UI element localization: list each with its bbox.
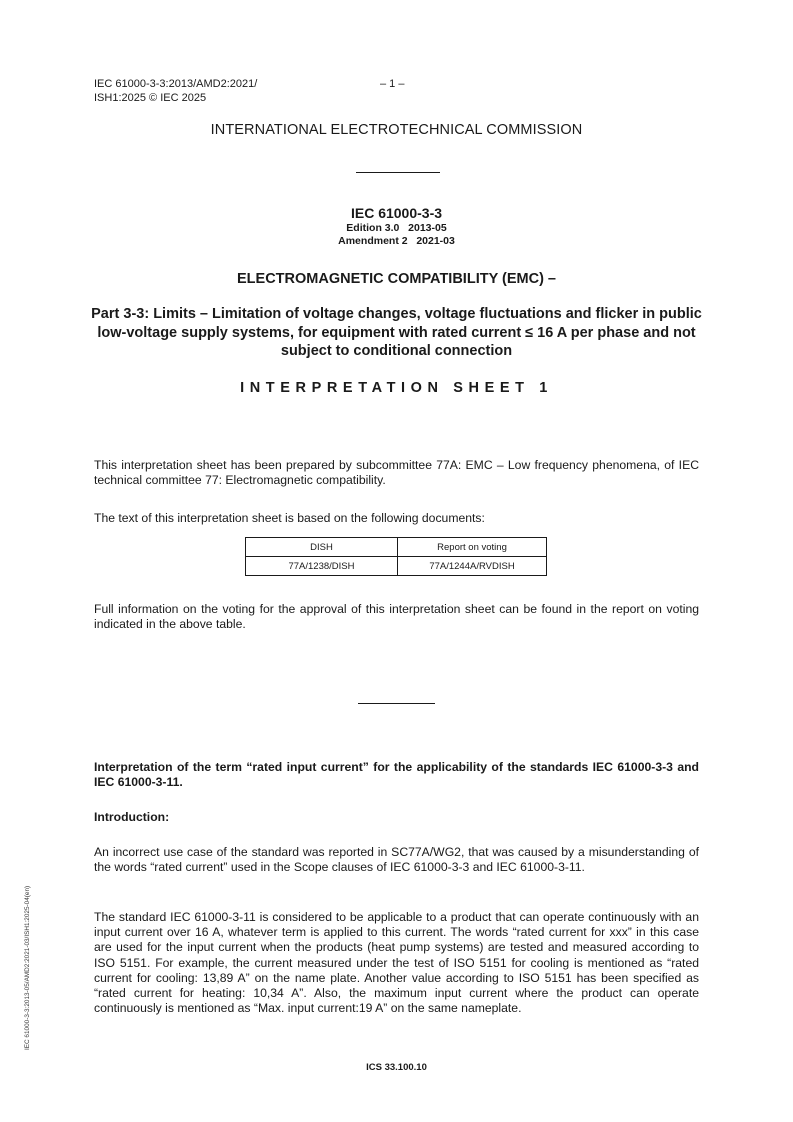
body-paragraph-2: The standard IEC 61000-3-11 is considered to be applicable to a product that can operate continuously with an input current over 16 A, whatever term is applied to this current. The words “rated current for xxx” in this case are used for the input current when the products (heat pump systems) are tested and measured according to ISO 5151. For example, the current measured under the test of ISO 5151 for cooling is mentioned as “rated current for cooling: 13,89 A” on the name plate. Another value according to ISO 5151 has been specified as “rated current for heating: 10,34 A”. Also, the maximum input current where the product can operate continuously is mentioned as “Max. input current:19 A” on the same nameplate.	[94, 910, 699, 1016]
interpretation-heading: Interpretation of the term “rated input current” for the applicability of the standards IEC 61000-3-3 and IEC 61000-3-11.	[94, 760, 699, 790]
standard-number: IEC 61000-3-3	[350, 205, 443, 221]
divider-top	[356, 172, 440, 173]
document-reference	[94, 77, 257, 105]
body-paragraph-1: An incorrect use case of the standard was reported in SC77A/WG2, that was caused by a misunderstanding of the words “rated current” used in the Scope clauses of IEC 61000-3-3 and IEC 61000-3-11.	[94, 845, 699, 875]
organization-name: INTERNATIONAL ELECTROTECHNICAL COMMISSION	[210, 122, 583, 138]
divider-middle	[358, 703, 435, 704]
document-reference-line2: ISH1:2025 © IEC 2025	[94, 92, 207, 104]
edition-block	[0, 222, 793, 247]
table-row	[246, 557, 547, 576]
table-header-row	[246, 538, 547, 557]
intro-paragraph: This interpretation sheet has been prepared by subcommittee 77A: EMC – Low frequency phenomena, of IEC technical committee 77: Electromagnetic compatibility.	[94, 458, 699, 488]
table-header-cell: Report on voting	[398, 538, 547, 557]
table-cell: 77A/1238/DISH	[246, 557, 398, 576]
document-reference-line1: IEC 61000-3-3:2013/AMD2:2021/	[94, 78, 258, 90]
table-header-cell: DISH	[246, 538, 398, 557]
amendment-line: Amendment 2 2021-03	[338, 234, 455, 247]
voting-table	[245, 537, 547, 576]
edition-line: Edition 3.0 2013-05	[346, 222, 447, 234]
documents-paragraph: The text of this interpretation sheet is based on the following documents:	[94, 511, 485, 525]
ics-code: ICS 33.100.10	[366, 1062, 427, 1073]
interpretation-sheet-label: INTERPRETATION SHEET 1	[240, 380, 553, 396]
introduction-heading: Introduction:	[94, 810, 170, 824]
part-title: Part 3-3: Limits – Limitation of voltage changes, voltage fluctuations and flicker in public low-voltage supply systems, for equipment with rated current ≤ 16 A per phase and not subject to conditional connection	[91, 306, 702, 359]
side-reference: IEC 61000-3-3:2013-05/AMD2:2021-03/ISH1:2025-04(en)	[24, 885, 31, 1050]
voting-paragraph: Full information on the voting for the approval of this interpretation sheet can be found in the report on voting indicated in the above table.	[94, 602, 699, 632]
page-number: – 1 –	[380, 78, 405, 90]
table-cell: 77A/1244A/RVDISH	[398, 557, 547, 576]
main-title: ELECTROMAGNETIC COMPATIBILITY (EMC) –	[237, 271, 556, 287]
